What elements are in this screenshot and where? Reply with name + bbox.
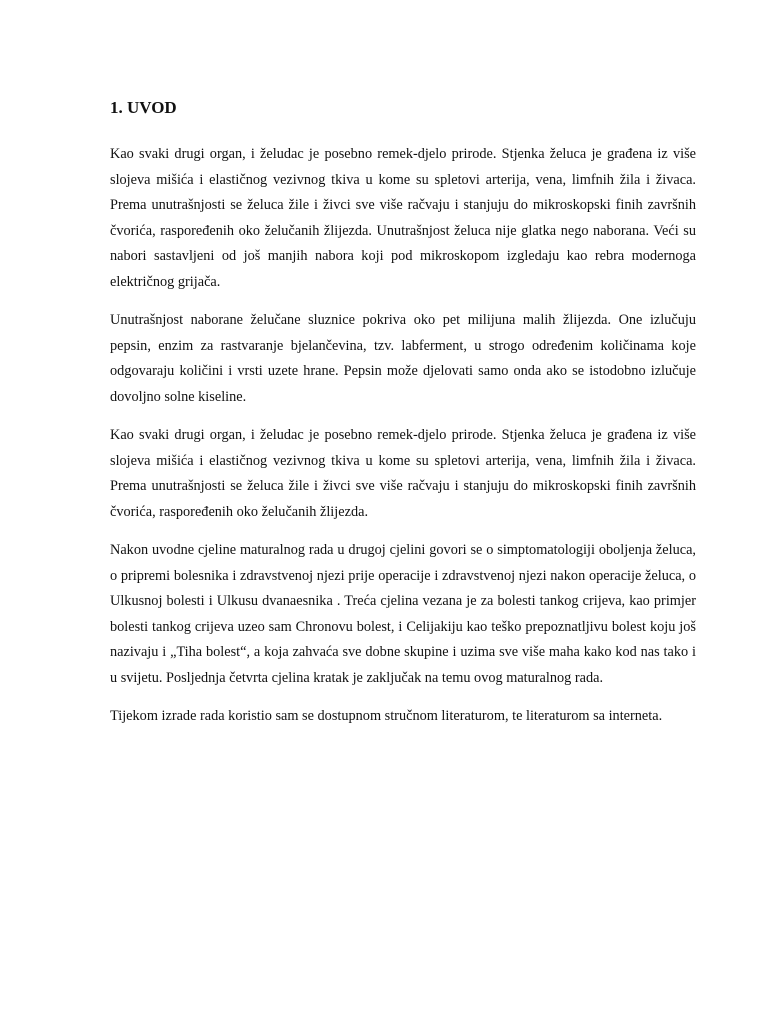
paragraph-stomach-structure: Kao svaki drugi organ, i želudac je posebno remek-djelo prirode. Stjenka želuca je građena iz više slojeva mišića i elastičnog vezivnog tkiva u kome su spletovi arterija, vena, limfnih žila i živaca. Prema unutrašnjosti se želuca žile i živci sve više račvaju i stanjuju do mikroskopski finih završnih čvorića, raspoređenih oko želučanih žlijezda. Unutrašnjost želuca nije glatka nego naborana. Veći su nabori sastavljeni od još manjih nabora koji pod mikroskopom izgledaju kao rebra modernoga električnog grijača.: [110, 146, 696, 290]
section-heading: 1. UVOD: [110, 98, 177, 117]
paragraph-stomach-glands: Unutrašnjost naborane želučane sluznice pokriva oko pet milijuna malih žlijezda. One izlučuju pepsin, enzim za rastvaranje bjelančevina, tzv. labferment, u strogo određenim količinama koje odgovaraju količini i vrsti uzete hrane. Pepsin može djelovati samo onda ako se istodobno izlučuje dovoljno solne kiseline.: [110, 312, 696, 405]
paragraph-thesis-overview: Nakon uvodne cjeline maturalnog rada u drugoj cjelini govori se o simptomatologiji oboljenja želuca, o pripremi bolesnika i zdravstvenoj njezi prije operacije i zdravstvenoj njezi nakon operacije želuca, o Ulkusnoj bolesti i Ulkusu dvanaesnika . Treća cjelina vezana je za bolesti tankog crijeva, kao primjer bolesti tankog crijeva uzeo sam Chronovu bolest, i Celijakiju kao teško prepoznatljivu bolest koju još nazivaju i „Tiha bolest“, a koja zahvaća sve dobne skupine i uzima sve više maha kako kod nas tako i u svijetu. Posljednja četvrta cjelina kratak je zaključak na temu ovog maturalnog rada.: [110, 542, 696, 686]
document-page: [110, 96, 696, 743]
paragraph-literature: Tijekom izrade rada koristio sam se dostupnom stručnom literaturom, te literaturom sa interneta.: [110, 708, 663, 724]
paragraph-stomach-structure-repeat: Kao svaki drugi organ, i želudac je posebno remek-djelo prirode. Stjenka želuca je građena iz više slojeva mišića i elastičnog vezivnog tkiva u kome su spletovi arterija, vena, limfnih žila i živaca. Prema unutrašnjosti se želuca žile i živci sve više račvaju i stanjuju do mikroskopski finih završnih čvorića, raspoređenih oko želučanih žlijezda.: [110, 427, 696, 520]
